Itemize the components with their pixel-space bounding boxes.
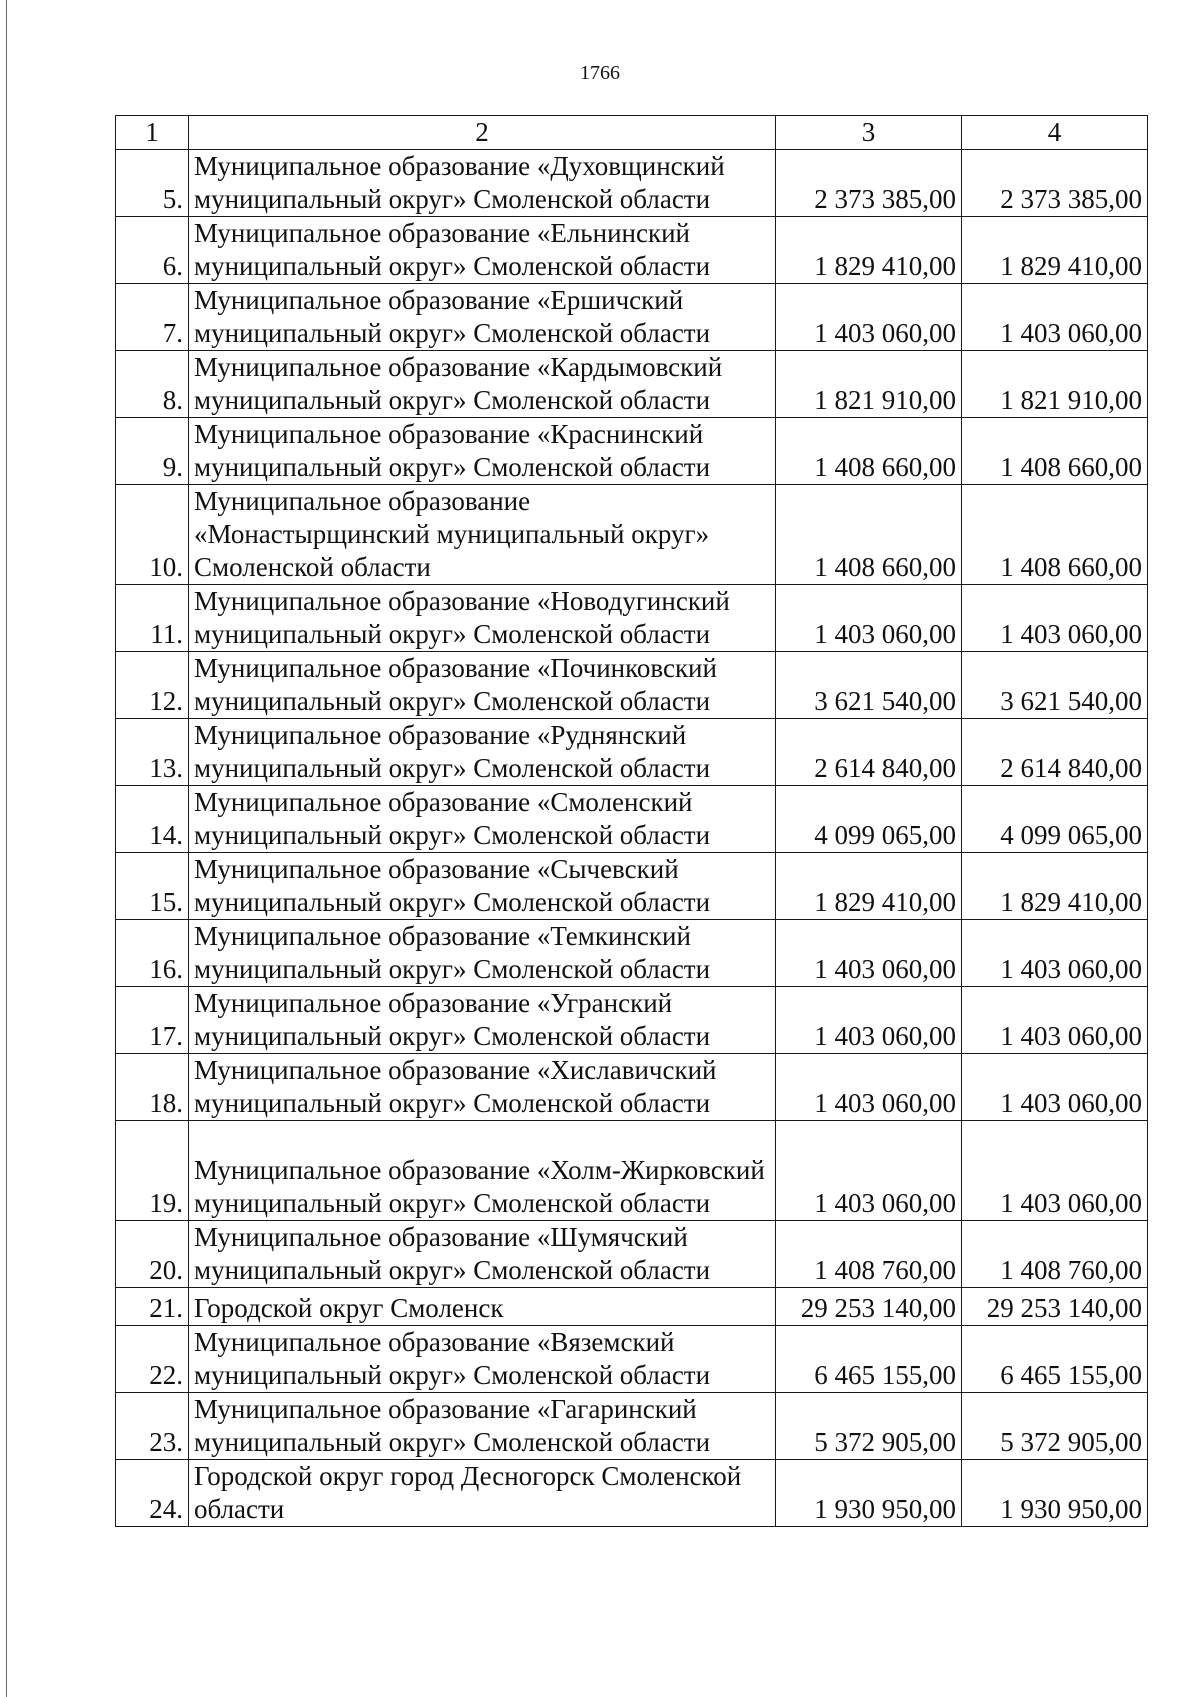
amount-col-3: 1 829 410,00 [776,853,962,920]
row-number: 15. [116,853,189,920]
amount-col-3: 1 408 760,00 [776,1221,962,1288]
amount-col-4: 1 403 060,00 [962,585,1148,652]
amount-col-4: 2 373 385,00 [962,150,1148,217]
table-row [116,1393,1148,1460]
municipality-name: Муниципальное образование «Монастырщинский муниципальный округ» Смоленской области [189,485,776,585]
amount-col-3: 1 829 410,00 [776,217,962,284]
header-col-4: 4 [962,116,1148,150]
municipality-name: Муниципальное образование «Новодугинский муниципальный округ» Смоленской области [189,585,776,652]
header-col-1: 1 [116,116,189,150]
amount-col-4: 1 403 060,00 [962,920,1148,987]
amount-col-4: 5 372 905,00 [962,1393,1148,1460]
amount-col-4: 6 465 155,00 [962,1326,1148,1393]
row-number: 23. [116,1393,189,1460]
amount-col-3: 2 614 840,00 [776,719,962,786]
table-row [116,485,1148,585]
scan-edge-line [6,0,7,1697]
table-row [116,585,1148,652]
municipality-name: Муниципальное образование «Угранский муниципальный округ» Смоленской области [189,987,776,1054]
amount-col-3: 1 821 910,00 [776,351,962,418]
amount-col-4: 2 614 840,00 [962,719,1148,786]
municipality-name: Муниципальное образование «Холм-Жирковский муниципальный округ» Смоленской области [189,1121,776,1221]
row-number: 21. [116,1288,189,1326]
amount-col-3: 1 930 950,00 [776,1460,962,1527]
amount-col-3: 29 253 140,00 [776,1288,962,1326]
table-row [116,719,1148,786]
municipality-name: Муниципальное образование «Руднянский муниципальный округ» Смоленской области [189,719,776,786]
municipality-name: Муниципальное образование «Ершичский муниципальный округ» Смоленской области [189,284,776,351]
amount-col-4: 1 403 060,00 [962,987,1148,1054]
row-number: 9. [116,418,189,485]
amount-col-3: 2 373 385,00 [776,150,962,217]
amount-col-4: 29 253 140,00 [962,1288,1148,1326]
row-number: 8. [116,351,189,418]
amount-col-3: 1 403 060,00 [776,1054,962,1121]
amount-col-4: 1 403 060,00 [962,284,1148,351]
table-row [116,351,1148,418]
amount-col-3: 4 099 065,00 [776,786,962,853]
amount-col-4: 1 403 060,00 [962,1054,1148,1121]
table-row [116,418,1148,485]
municipality-name: Муниципальное образование «Кардымовский муниципальный округ» Смоленской области [189,351,776,418]
municipality-name: Муниципальное образование «Темкинский муниципальный округ» Смоленской области [189,920,776,987]
amount-col-4: 4 099 065,00 [962,786,1148,853]
row-number: 5. [116,150,189,217]
table-row [116,284,1148,351]
table-row [116,1221,1148,1288]
amount-col-3: 1 403 060,00 [776,585,962,652]
table-row [116,987,1148,1054]
amount-col-4: 1 829 410,00 [962,853,1148,920]
municipality-name: Муниципальное образование «Ельнинский муниципальный округ» Смоленской области [189,217,776,284]
row-number: 12. [116,652,189,719]
amount-col-4: 1 408 660,00 [962,418,1148,485]
amount-col-3: 1 403 060,00 [776,284,962,351]
amount-col-4: 1 930 950,00 [962,1460,1148,1527]
row-number: 14. [116,786,189,853]
amount-col-4: 1 408 660,00 [962,485,1148,585]
row-number: 10. [116,485,189,585]
municipality-name: Городской округ город Десногорск Смоленской области [189,1460,776,1527]
municipality-name: Городской округ Смоленск [189,1288,776,1326]
table-row [116,1460,1148,1527]
amount-col-4: 1 403 060,00 [962,1121,1148,1221]
amount-col-4: 1 829 410,00 [962,217,1148,284]
amount-col-4: 3 621 540,00 [962,652,1148,719]
row-number: 17. [116,987,189,1054]
row-number: 18. [116,1054,189,1121]
table-row [116,1326,1148,1393]
amount-col-3: 1 408 660,00 [776,418,962,485]
header-col-2: 2 [189,116,776,150]
table-row [116,652,1148,719]
municipality-name: Муниципальное образование «Шумячский муниципальный округ» Смоленской области [189,1221,776,1288]
amount-col-3: 6 465 155,00 [776,1326,962,1393]
table-row [116,920,1148,987]
table-row [116,786,1148,853]
municipality-name: Муниципальное образование «Починковский муниципальный округ» Смоленской области [189,652,776,719]
row-number: 24. [116,1460,189,1527]
table-row [116,217,1148,284]
row-number: 16. [116,920,189,987]
distribution-table [115,115,1148,1527]
amount-col-3: 3 621 540,00 [776,652,962,719]
amount-col-3: 5 372 905,00 [776,1393,962,1460]
amount-col-4: 1 408 760,00 [962,1221,1148,1288]
table-body [116,150,1148,1527]
municipality-name: Муниципальное образование «Хиславичский муниципальный округ» Смоленской области [189,1054,776,1121]
table-row [116,853,1148,920]
row-number: 11. [116,585,189,652]
row-number: 6. [116,217,189,284]
row-number: 13. [116,719,189,786]
municipality-name: Муниципальное образование «Гагаринский муниципальный округ» Смоленской области [189,1393,776,1460]
header-col-3: 3 [776,116,962,150]
table-header [116,116,1148,150]
table-row [116,1054,1148,1121]
amount-col-3: 1 403 060,00 [776,920,962,987]
municipality-name: Муниципальное образование «Духовщинский муниципальный округ» Смоленской области [189,150,776,217]
row-number: 20. [116,1221,189,1288]
header-row [116,116,1148,150]
municipality-name: Муниципальное образование «Вяземский муниципальный округ» Смоленской области [189,1326,776,1393]
amount-col-3: 1 403 060,00 [776,1121,962,1221]
table-row [116,1288,1148,1326]
municipality-name: Муниципальное образование «Сычевский муниципальный округ» Смоленской области [189,853,776,920]
municipality-name: Муниципальное образование «Смоленский муниципальный округ» Смоленской области [189,786,776,853]
row-number: 22. [116,1326,189,1393]
amount-col-4: 1 821 910,00 [962,351,1148,418]
table-row [116,150,1148,217]
row-number: 19. [116,1121,189,1221]
municipality-name: Муниципальное образование «Краснинский муниципальный округ» Смоленской области [189,418,776,485]
amount-col-3: 1 408 660,00 [776,485,962,585]
page-number: 1766 [580,62,620,84]
table-row [116,1121,1148,1221]
amount-col-3: 1 403 060,00 [776,987,962,1054]
row-number: 7. [116,284,189,351]
